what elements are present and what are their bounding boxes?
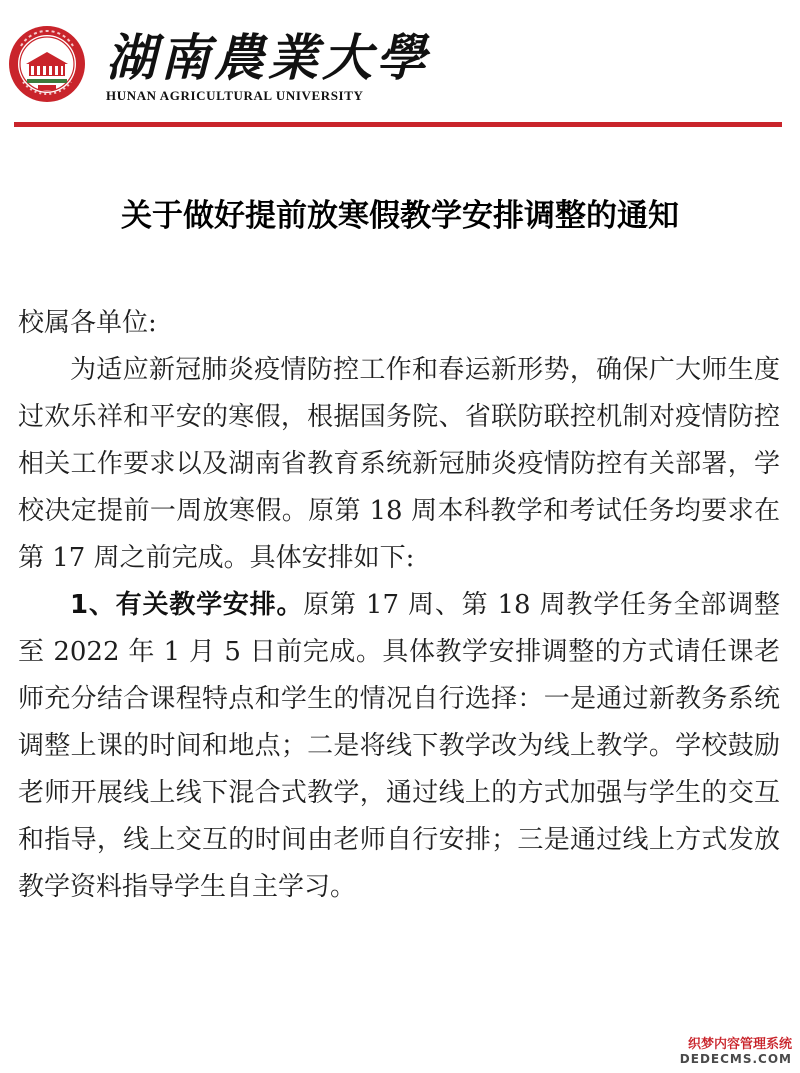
watermark-cn: 织梦内容管理系统 [680,1038,792,1053]
header-divider [14,122,782,127]
item-1-heading: 1、有关教学安排。 [70,590,304,620]
watermark-en: DEDECMS.COM [679,1052,792,1067]
item-1-paragraph [18,582,780,911]
site-watermark [680,1038,792,1067]
item-1-text: 原第 17 周、第 18 周教学任务全部调整至 2022 年 1 月 5 日前完成。具体教学安排调整的方式请任课老师充分结合课程特点和学生的情况自行选择：一是通过新教务系统调整上课的时间和地点；二是将线下教学改为线上教学。学校鼓励老师开展线上线下混合式教学，通过线上的方式加强与学生的交互和指导，线上交互的时间由老师自行安排；三是通过线上方式发放教学资料指导学生自主学习。 [18,590,780,902]
university-name-en: HUNAN AGRICULTURAL UNIVERSITY [106,88,364,103]
seal-emblem-icon [7,24,87,104]
letterhead [0,0,800,130]
university-name-cn: 湖南農業大學 [106,28,430,87]
notice-body [18,300,780,911]
university-seal-logo [7,24,87,104]
salutation: 校属各单位: [18,308,157,338]
intro-paragraph: 为适应新冠肺炎疫情防控工作和春运新形势，确保广大师生度过欢乐祥和平安的寒假，根据国务院、省联防联控机制对疫情防控相关工作要求以及湖南省教育系统新冠肺炎疫情防控有关部署，学校决定提前一周放寒假。原第 18 周本科教学和考试任务均要求在第 17 周之前完成。具体安排如下: [18,355,780,573]
notice-title: 关于做好提前放寒假教学安排调整的通知 [121,198,679,234]
